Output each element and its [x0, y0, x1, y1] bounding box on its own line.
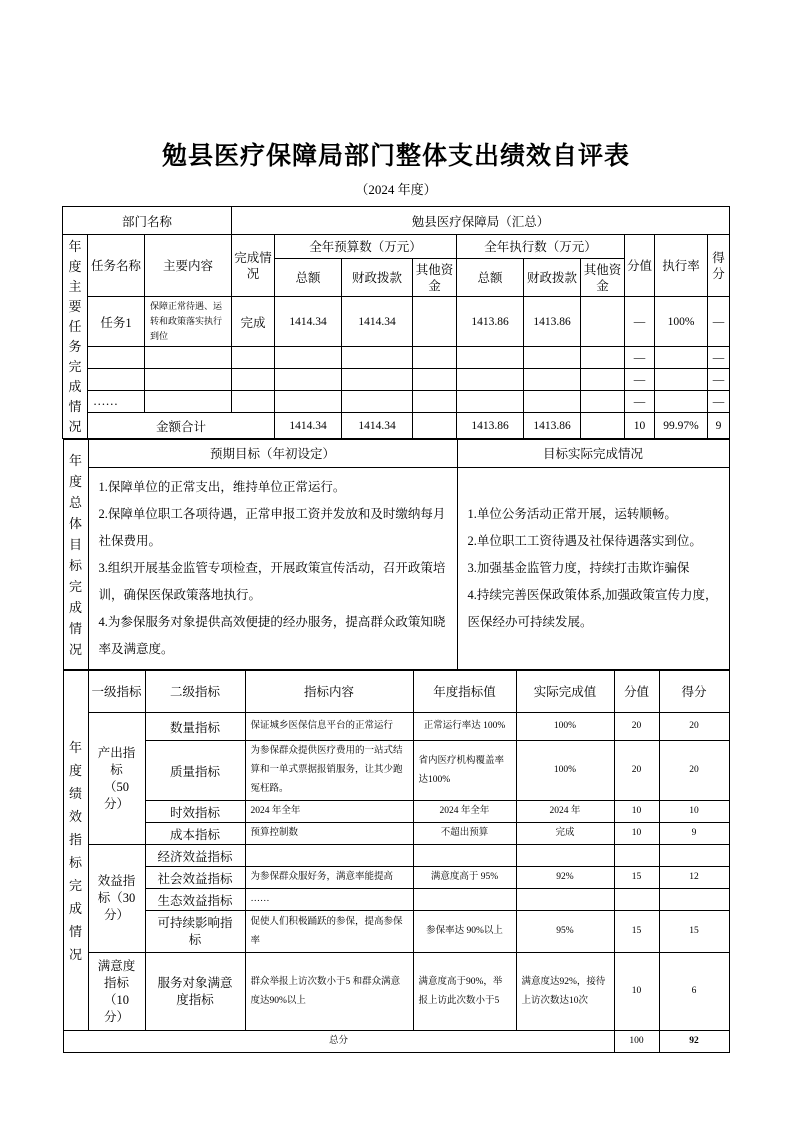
task-budget-fiscal — [342, 347, 413, 369]
indicator-content: 为参保群众提供医疗费用的一站式结算和一单式票据报销服务，让其少跑冤枉路。 — [245, 741, 413, 801]
indicator-level2: 经济效益指标 — [145, 845, 245, 867]
indicator-score: 6 — [659, 953, 729, 1031]
col-budget-total: 总额 — [275, 259, 342, 297]
group-label-output: 产出指 标 （50 分） — [88, 713, 145, 845]
indicator-score: 12 — [659, 867, 729, 889]
task-score: — — [708, 347, 730, 369]
dept-value: 勉县医疗保障局（汇总） — [232, 207, 730, 235]
indicator-row — [63, 953, 729, 1031]
tasks-table — [62, 206, 730, 439]
col-main-content: 主要内容 — [144, 235, 231, 297]
tasks-side-label: 年度主要任务完成情况 — [62, 235, 87, 439]
task-score-value: — — [625, 297, 655, 347]
task-status — [232, 391, 275, 413]
task-row — [62, 297, 729, 347]
col-completion: 完成情况 — [232, 235, 275, 297]
task-name — [87, 369, 144, 391]
indicators-side-label: 年度绩效指标完成情况 — [63, 671, 88, 1031]
indicator-content: 为参保群众服好务，满意率能提高 — [245, 867, 413, 889]
indicator-row — [63, 713, 729, 741]
indicator-level2: 可持续影响指 标 — [145, 911, 245, 953]
task-exec-rate — [655, 347, 708, 369]
task-budget-other — [413, 297, 457, 347]
task-content — [144, 369, 231, 391]
indicator-row — [63, 911, 729, 953]
task-exec-total: 1413.86 — [457, 297, 524, 347]
col-budget-other: 其他资金 — [413, 259, 457, 297]
col-budget-group: 全年预算数（万元） — [275, 235, 457, 259]
col-task-name: 任务名称 — [87, 235, 144, 297]
col-ind-score-value: 分值 — [614, 671, 659, 713]
indicator-level2: 时效指标 — [145, 801, 245, 823]
task-exec-rate: 100% — [655, 297, 708, 347]
task-score: — — [708, 391, 730, 413]
col-indicator-content: 指标内容 — [245, 671, 413, 713]
task-exec-fiscal — [524, 391, 581, 413]
indicator-target: 参保率达 90%以上 — [413, 911, 516, 953]
expected-goal-line: 3.组织开展基金监管专项检查，开展政策宣传活动，召开政策培训，确保医保政策落地执行。 — [98, 561, 446, 602]
indicator-actual: 满意度达92%，接待上访次数达10次 — [516, 953, 614, 1031]
col-budget-fiscal: 财政拨款 — [342, 259, 413, 297]
task-score-value: — — [625, 347, 655, 369]
page-title: 勉县医疗保障局部门整体支出绩效自评表 — [161, 142, 630, 170]
col-score: 得分 — [708, 235, 730, 297]
indicator-actual: 完成 — [516, 823, 614, 845]
actual-goal-line: 4.持续完善医保政策体系,加强政策宣传力度，医保经办可持续发展。 — [467, 588, 718, 629]
col-ind-score: 得分 — [659, 671, 729, 713]
col-score-value: 分值 — [625, 235, 655, 297]
indicators-table — [63, 670, 730, 1053]
indicator-row — [63, 889, 729, 911]
indicator-score — [659, 845, 729, 867]
total-exec-total: 1413.86 — [457, 413, 524, 439]
indicator-score-value: 15 — [614, 867, 659, 889]
indicator-score: 20 — [659, 741, 729, 801]
total-score-value: 100 — [614, 1031, 659, 1053]
task-content: 保障正常待遇、运转和政策落实执行到位 — [144, 297, 231, 347]
actual-goals-header: 目标实际完成情况 — [457, 440, 729, 468]
indicators-total-row — [63, 1031, 729, 1053]
task-name: …… — [87, 391, 144, 413]
task-exec-total — [457, 391, 524, 413]
indicator-target: 不超出预算 — [413, 823, 516, 845]
indicator-content: 促使人们积极踊跃的参保，提高参保率 — [245, 911, 413, 953]
indicator-target — [413, 889, 516, 911]
indicator-score-value — [614, 889, 659, 911]
indicator-target: 满意度高于 95% — [413, 867, 516, 889]
task-exec-total — [457, 347, 524, 369]
indicator-score: 20 — [659, 713, 729, 741]
task-budget-other — [413, 369, 457, 391]
total-budget-fiscal: 1414.34 — [342, 413, 413, 439]
indicator-content — [245, 845, 413, 867]
task-score: — — [708, 369, 730, 391]
indicator-target: 满意度高于90%，举报上访此次数小于5 — [413, 953, 516, 1031]
goals-table — [63, 439, 730, 670]
indicator-level2: 数量指标 — [145, 713, 245, 741]
indicator-actual: 92% — [516, 867, 614, 889]
task-exec-other — [581, 369, 625, 391]
total-budget-other — [413, 413, 457, 439]
indicator-score-value: 10 — [614, 953, 659, 1031]
expected-goal-line: 4.为参保服务对象提供高效便捷的经办服务，提高群众政策知晓率及满意度。 — [98, 615, 446, 656]
indicator-level2: 质量指标 — [145, 741, 245, 801]
task-score-value: — — [625, 391, 655, 413]
indicator-target: 正常运行率达 100% — [413, 713, 516, 741]
indicator-row — [63, 741, 729, 801]
task-name: 任务1 — [87, 297, 144, 347]
col-level1: 一级指标 — [88, 671, 145, 713]
col-exec-other: 其他资金 — [581, 259, 625, 297]
task-status — [232, 369, 275, 391]
col-actual-value: 实际完成值 — [516, 671, 614, 713]
col-exec-fiscal: 财政拨款 — [524, 259, 581, 297]
goals-header-row — [63, 440, 729, 468]
actual-goal-line: 1.单位公务活动正常开展，运转顺畅。 — [467, 507, 677, 521]
goals-side-label: 年度总体目标完成情况 — [63, 440, 88, 670]
task-budget-fiscal: 1414.34 — [342, 297, 413, 347]
indicator-score-value: 20 — [614, 713, 659, 741]
indicator-target: 省内医疗机构覆盖率达100% — [413, 741, 516, 801]
indicators-header-row — [63, 671, 729, 713]
task-budget-total — [275, 369, 342, 391]
task-exec-fiscal: 1413.86 — [524, 297, 581, 347]
tasks-total-label: 金额合计 — [87, 413, 274, 439]
dept-row — [62, 207, 729, 235]
total-score-label: 总分 — [63, 1031, 614, 1053]
actual-goal-line: 3.加强基金监管力度，持续打击欺诈骗保 — [467, 561, 690, 575]
indicator-level2: 成本指标 — [145, 823, 245, 845]
task-score: — — [708, 297, 730, 347]
indicator-actual — [516, 845, 614, 867]
task-budget-fiscal — [342, 391, 413, 413]
indicator-actual: 2024 年 — [516, 801, 614, 823]
expected-goals-header: 预期目标（年初设定） — [88, 440, 457, 468]
actual-goal-line: 2.单位职工工资待遇及社保待遇落实到位。 — [467, 534, 702, 548]
task-budget-fiscal — [342, 369, 413, 391]
indicator-score — [659, 889, 729, 911]
task-score-value: — — [625, 369, 655, 391]
expected-goals-text — [88, 468, 457, 670]
indicator-content: 预算控制数 — [245, 823, 413, 845]
indicator-score: 10 — [659, 801, 729, 823]
col-target-value: 年度指标值 — [413, 671, 516, 713]
task-exec-total — [457, 369, 524, 391]
col-exec-total: 总额 — [457, 259, 524, 297]
indicator-content: …… — [245, 889, 413, 911]
task-budget-other — [413, 391, 457, 413]
group-label-satisfaction: 满意度 指标 （10 分） — [88, 953, 145, 1031]
task-exec-other — [581, 391, 625, 413]
actual-goals-text — [457, 468, 729, 670]
indicator-row — [63, 801, 729, 823]
indicator-score-value: 15 — [614, 911, 659, 953]
indicator-content: 2024 年全年 — [245, 801, 413, 823]
col-exec-rate: 执行率 — [655, 235, 708, 297]
col-level2: 二级指标 — [145, 671, 245, 713]
expected-goal-line: 2.保障单位职工各项待遇，正常申报工资并发放和及时缴纳每月社保费用。 — [98, 507, 446, 548]
indicator-row — [63, 867, 729, 889]
indicator-content: 群众举报上访次数小于5 和群众满意度达90%以上 — [245, 953, 413, 1031]
indicator-target: 2024 年全年 — [413, 801, 516, 823]
total-score: 9 — [708, 413, 730, 439]
total-exec-other — [581, 413, 625, 439]
indicator-target — [413, 845, 516, 867]
task-budget-total — [275, 391, 342, 413]
task-row — [62, 347, 729, 369]
task-content — [144, 347, 231, 369]
indicator-score-value: 20 — [614, 741, 659, 801]
goals-content-row — [63, 468, 729, 670]
indicator-score-value: 10 — [614, 823, 659, 845]
task-content — [144, 391, 231, 413]
task-exec-fiscal — [524, 369, 581, 391]
total-budget-total: 1414.34 — [275, 413, 342, 439]
total-score: 92 — [659, 1031, 729, 1053]
total-score-value: 10 — [625, 413, 655, 439]
tasks-header-row-1 — [62, 235, 729, 259]
expected-goal-line: 1.保障单位的正常支出，维持单位正常运行。 — [98, 480, 346, 494]
task-exec-rate — [655, 369, 708, 391]
dept-label: 部门名称 — [62, 207, 231, 235]
task-name — [87, 347, 144, 369]
tasks-total-row — [62, 413, 729, 439]
task-budget-total: 1414.34 — [275, 297, 342, 347]
indicator-row — [63, 823, 729, 845]
indicator-level2: 社会效益指标 — [145, 867, 245, 889]
task-budget-total — [275, 347, 342, 369]
task-budget-other — [413, 347, 457, 369]
indicator-actual — [516, 889, 614, 911]
task-row — [62, 369, 729, 391]
indicator-actual: 95% — [516, 911, 614, 953]
indicator-content: 保证城乡医保信息平台的正常运行 — [245, 713, 413, 741]
indicator-level2: 服务对象满意 度指标 — [145, 953, 245, 1031]
indicator-actual: 100% — [516, 713, 614, 741]
indicator-score-value — [614, 845, 659, 867]
total-exec-rate: 99.97% — [655, 413, 708, 439]
total-exec-fiscal: 1413.86 — [524, 413, 581, 439]
indicator-score: 9 — [659, 823, 729, 845]
col-exec-group: 全年执行数（万元） — [457, 235, 625, 259]
indicator-level2: 生态效益指标 — [145, 889, 245, 911]
task-exec-rate — [655, 391, 708, 413]
indicator-row — [63, 845, 729, 867]
task-exec-other — [581, 297, 625, 347]
task-exec-fiscal — [524, 347, 581, 369]
task-exec-other — [581, 347, 625, 369]
indicator-actual: 100% — [516, 741, 614, 801]
page-subtitle: （2024 年度） — [355, 182, 437, 197]
indicator-score: 15 — [659, 911, 729, 953]
group-label-benefit: 效益指 标（30 分） — [88, 845, 145, 953]
indicator-score-value: 10 — [614, 801, 659, 823]
task-row — [62, 391, 729, 413]
task-status: 完成 — [232, 297, 275, 347]
task-status — [232, 347, 275, 369]
